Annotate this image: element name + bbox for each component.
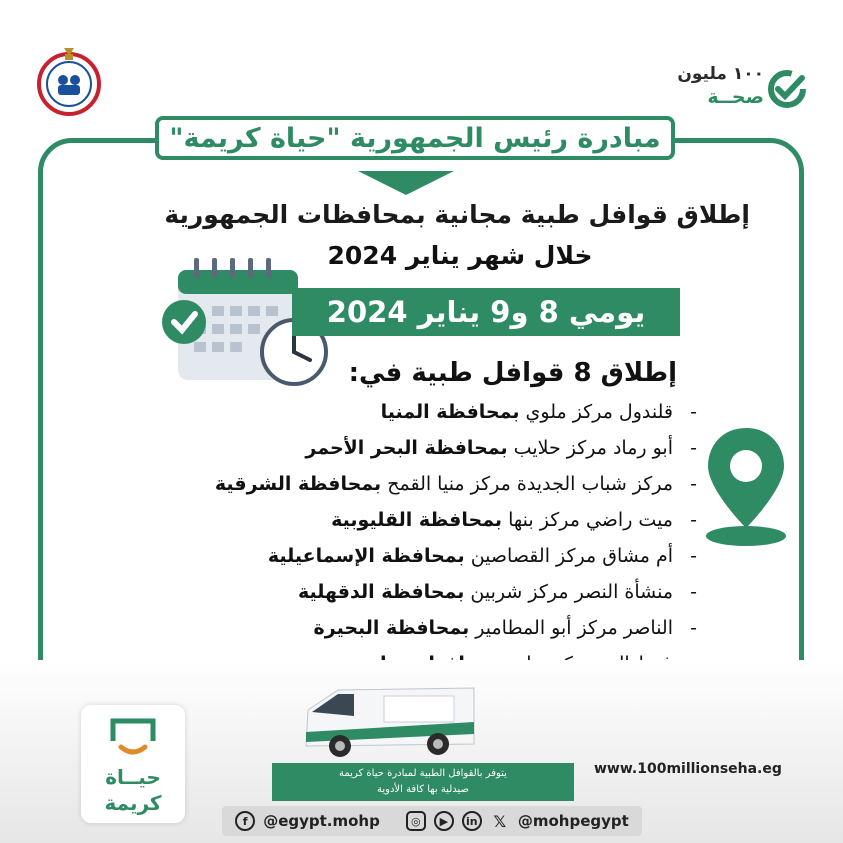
list-item: -الناصر مركز أبو المطامير بمحافظة البحيرة xyxy=(313,617,697,639)
hayah-line2: كريمة xyxy=(104,791,162,815)
smile-icon xyxy=(107,717,159,763)
facebook-icon[interactable]: f xyxy=(235,811,255,831)
medical-van-illustration xyxy=(298,682,478,762)
pharmacy-note xyxy=(272,763,574,801)
ministry-seal-logo xyxy=(34,44,104,116)
website-url[interactable]: www.100millionseha.eg xyxy=(594,761,782,777)
list-item: -مركز شباب الجديدة مركز منيا القمح بمحافظة الشرقية xyxy=(214,473,697,495)
note-line2: صيدلية بها كافة الأدوية xyxy=(376,784,470,795)
list-item: -ميت راضي مركز بنها بمحافظة القليوبية xyxy=(331,509,697,531)
chevron-down-icon xyxy=(358,171,454,195)
instagram-icon[interactable]: ◎ xyxy=(406,811,426,831)
map-pin-icon xyxy=(700,424,792,548)
page-title: مبادرة رئيس الجمهورية "حياة كريمة" xyxy=(169,122,661,154)
dates-band xyxy=(292,288,680,336)
hayah-karima-logo xyxy=(81,705,185,823)
checkmark-icon xyxy=(766,68,808,110)
youtube-icon[interactable]: ▶ xyxy=(434,811,454,831)
x-icon[interactable]: 𝕏 xyxy=(493,811,507,831)
list-item: -قلندول مركز ملوي بمحافظة المنيا xyxy=(380,401,697,423)
dates-text: يومي 8 و9 يناير 2024 xyxy=(326,295,646,329)
social-handle[interactable]: @mohpegypt xyxy=(517,812,629,830)
list-title: إطلاق 8 قوافل طبية في: xyxy=(348,358,677,388)
headline: إطلاق قوافل طبية مجانية بمحافظات الجمهورية xyxy=(164,200,750,229)
logo-line2: صحــة xyxy=(707,86,764,108)
subheadline: خلال شهر يناير 2024 xyxy=(327,241,593,270)
list-item: -أم مشاق مركز القصاصين بمحافظة الإسماعيلية xyxy=(267,545,697,567)
100-million-seha-logo xyxy=(670,64,810,112)
locations-list xyxy=(215,394,697,682)
list-item: -منشأة النصر مركز شربين بمحافظة الدقهلية xyxy=(297,581,697,603)
facebook-handle[interactable]: @egypt.mohp xyxy=(263,812,380,830)
hayah-line1: حيــاة xyxy=(105,765,161,789)
logo-line1: ١٠٠ مليون xyxy=(677,64,764,84)
note-line1: يتوفر بالقوافل الطبية لمبادرة حياة كريمة xyxy=(339,768,507,779)
list-item: -أبو رماد مركز حلايب بمحافظة البحر الأحمر xyxy=(305,437,697,459)
title-box xyxy=(155,116,675,160)
social-bar xyxy=(222,806,642,836)
linkedin-icon[interactable]: in xyxy=(462,811,482,831)
